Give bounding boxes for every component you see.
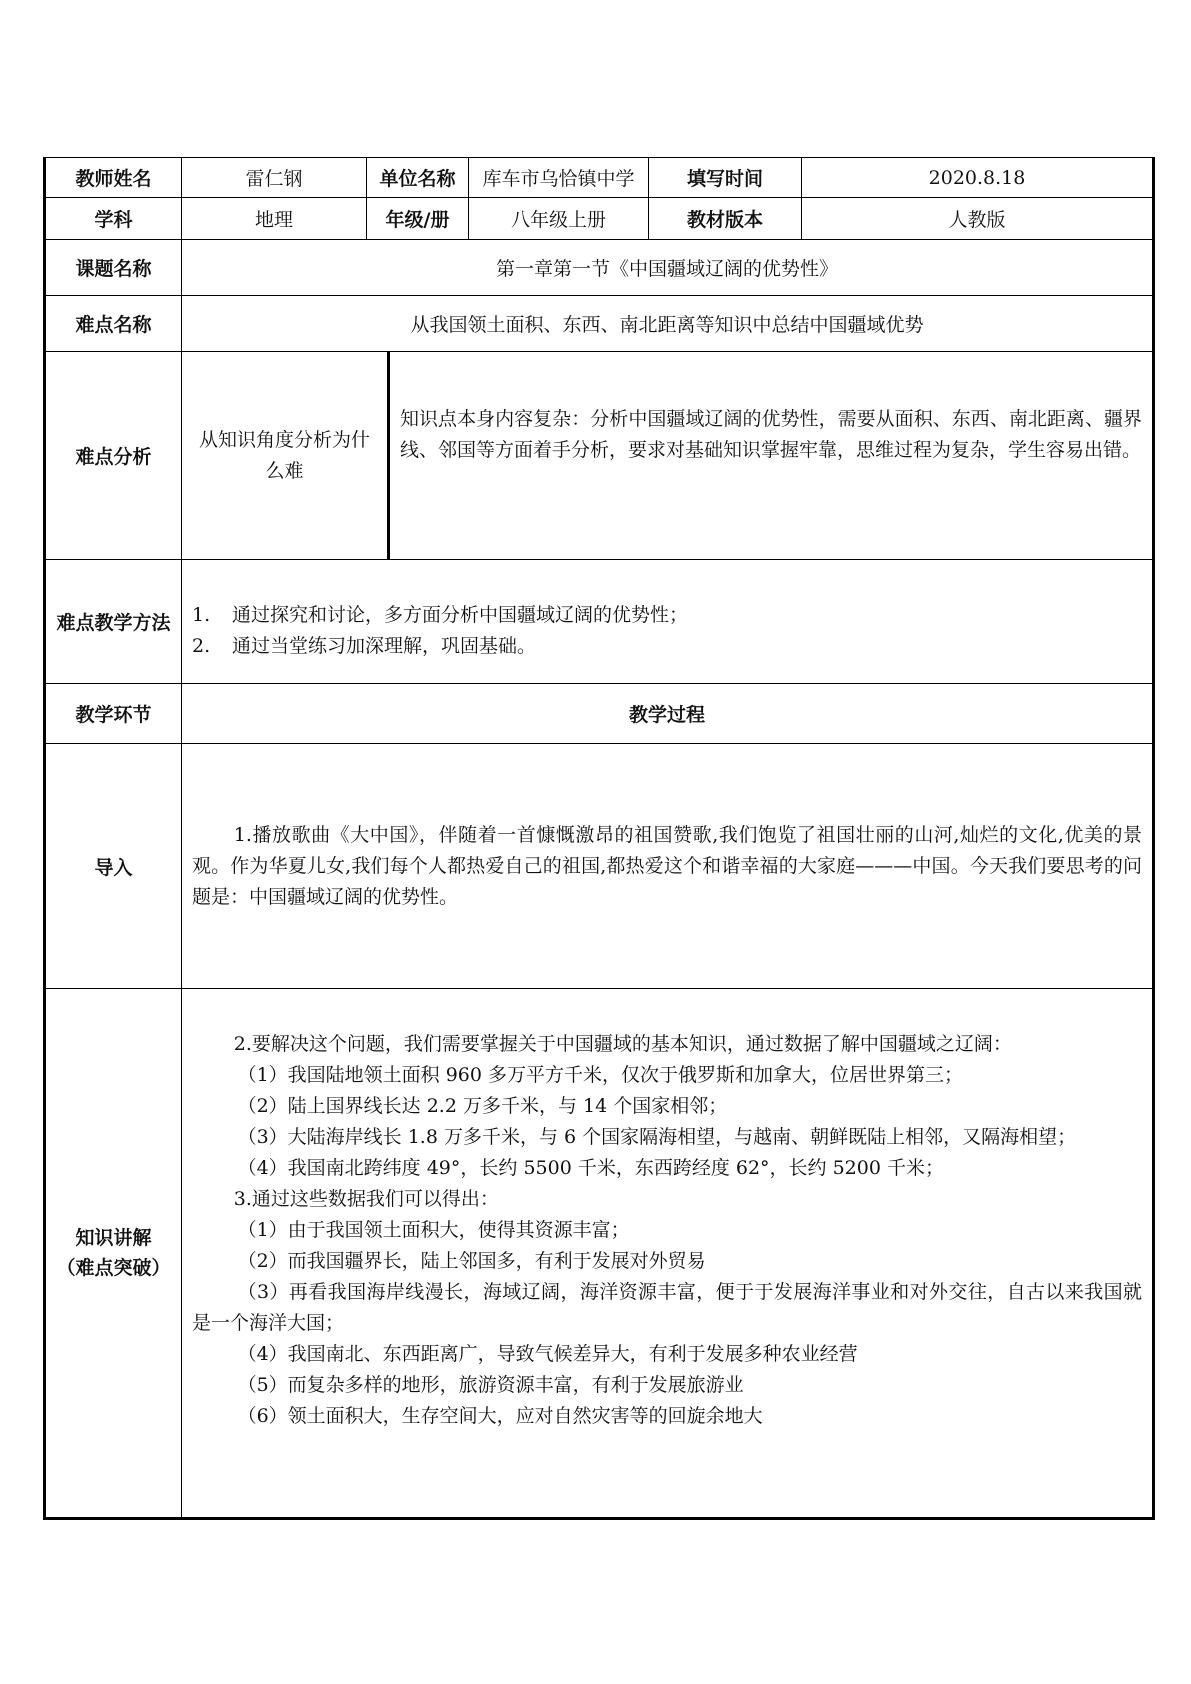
knowledge-row xyxy=(45,989,1154,1519)
process-header-row xyxy=(45,684,1154,744)
topic-label: 课题名称 xyxy=(45,240,182,296)
methods-label: 难点教学方法 xyxy=(45,560,182,684)
teacher-label: 教师姓名 xyxy=(45,158,182,198)
difficulty-value: 从我国领土面积、东西、南北距离等知识中总结中国疆域优势 xyxy=(182,296,1154,352)
knowledge-line: （6）领土面积大，生存空间大，应对自然灾害等的回旋余地大 xyxy=(237,1405,763,1427)
intro-text: 1.播放歌曲《大中国》，伴随着一首慷慨激昂的祖国赞歌,我们饱览了祖国壮丽的山河,灿烂的文化,优美的景观。作为华夏儿女,我们每个人都热爱自己的祖国,都热爱这个和谐幸福的大家庭———中国。今天我们要思考的问题是：中国疆域辽阔的优势性。 xyxy=(182,744,1154,989)
methods-item: 1. 通过探究和讨论，多方面分析中国疆域辽阔的优势性； xyxy=(192,603,689,626)
subject-value: 地理 xyxy=(182,198,367,240)
knowledge-line: （2）而我国疆界长，陆上邻国多，有利于发展对外贸易 xyxy=(237,1250,706,1272)
intro-label: 导入 xyxy=(45,744,182,989)
knowledge-line: （3）大陆海岸线长 1.8 万多千米，与 6 个国家隔海相望，与越南、朝鲜既陆上相邻，又隔海相望； xyxy=(237,1126,1077,1148)
knowledge-line: （4）我国南北、东西距离广，导致气候差异大，有利于发展多种农业经营 xyxy=(237,1343,858,1365)
analysis-sub-label: 从知识角度分析为什么难 xyxy=(182,352,389,560)
header-row-1 xyxy=(45,158,1154,198)
knowledge-line: 3.通过这些数据我们可以得出： xyxy=(233,1188,499,1210)
knowledge-line: （1）由于我国领土面积大，使得其资源丰富； xyxy=(237,1219,630,1241)
knowledge-line: （2）陆上国界线长达 2.2 万多千米，与 14 个国家相邻； xyxy=(237,1095,728,1117)
knowledge-label: 知识讲解 （难点突破） xyxy=(45,989,182,1519)
knowledge-line: （4）我国南北跨纬度 49°，长约 5500 千米，东西跨经度 62°，长约 5200 千米； xyxy=(237,1157,944,1179)
methods-item: 2. 通过当堂练习加深理解，巩固基础。 xyxy=(192,634,537,657)
knowledge-line: （3）再看我国海岸线漫长，海域辽阔，海洋资源丰富，便于于发展海洋事业和对外交往，自古以来我国就是一个海洋大国； xyxy=(192,1281,1143,1334)
knowledge-line: （1）我国陆地领土面积 960 多万平方千米，仅次于俄罗斯和加拿大，位居世界第三； xyxy=(237,1064,964,1086)
knowledge-content xyxy=(182,989,1154,1519)
lesson-plan-table xyxy=(43,157,1155,1520)
knowledge-line: 2.要解决这个问题，我们需要掌握关于中国疆域的基本知识，通过数据了解中国疆域之辽阔： xyxy=(233,1033,1012,1055)
methods-list xyxy=(182,560,1154,684)
analysis-row xyxy=(45,352,1154,560)
grade-value: 八年级上册 xyxy=(469,198,649,240)
difficulty-label: 难点名称 xyxy=(45,296,182,352)
methods-row xyxy=(45,560,1154,684)
analysis-text: 知识点本身内容复杂：分析中国疆域辽阔的优势性，需要从面积、东西、南北距离、疆界线、邻国等方面着手分析，要求对基础知识掌握牢靠，思维过程为复杂，学生容易出错。 xyxy=(389,352,1154,560)
intro-row xyxy=(45,744,1154,989)
date-label: 填写时间 xyxy=(649,158,802,198)
unit-label: 单位名称 xyxy=(367,158,469,198)
process-title: 教学过程 xyxy=(182,684,1154,744)
knowledge-line: （5）而复杂多样的地形，旅游资源丰富，有利于发展旅游业 xyxy=(237,1374,744,1396)
date-value: 2020.8.18 xyxy=(802,158,1154,198)
process-label: 教学环节 xyxy=(45,684,182,744)
unit-value: 库车市乌恰镇中学 xyxy=(469,158,649,198)
topic-value: 第一章第一节《中国疆域辽阔的优势性》 xyxy=(182,240,1154,296)
difficulty-row xyxy=(45,296,1154,352)
subject-label: 学科 xyxy=(45,198,182,240)
header-row-2 xyxy=(45,198,1154,240)
teacher-value: 雷仁钢 xyxy=(182,158,367,198)
topic-row xyxy=(45,240,1154,296)
analysis-label: 难点分析 xyxy=(45,352,182,560)
edition-value: 人教版 xyxy=(802,198,1154,240)
grade-label: 年级/册 xyxy=(367,198,469,240)
lesson-plan-sheet xyxy=(43,157,1152,1520)
edition-label: 教材版本 xyxy=(649,198,802,240)
